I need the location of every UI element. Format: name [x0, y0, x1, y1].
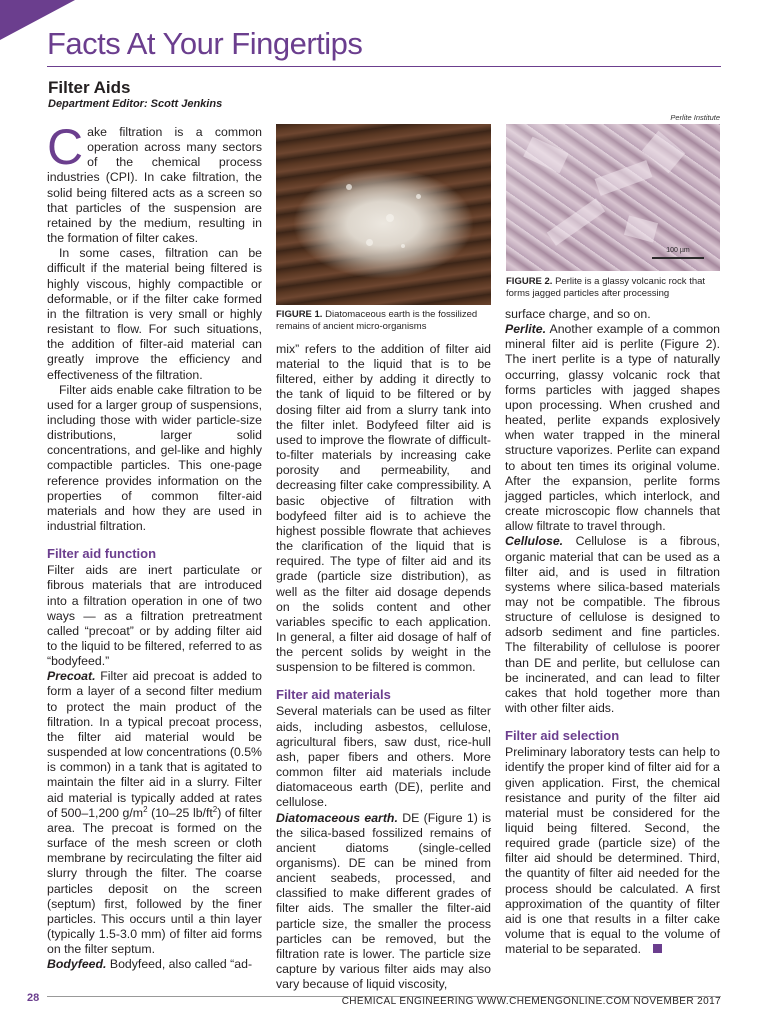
paragraph: surface charge, and so on. [505, 307, 651, 321]
section-heading-selection: Filter aid selection [505, 728, 620, 744]
column-2 [276, 342, 491, 992]
perlite-shard [523, 137, 569, 174]
figure-caption-text: Diatomaceous earth is the fossilized remains of ancient micro-organisms [276, 309, 478, 332]
column-3 [505, 307, 720, 957]
intro-text: ake filtration is a common operation across many sectors of the chemical process industries (CPI). In cake filtration, the solid being filtered acts as a screen so that particles of the suspension are retained by the medium, resulting in the formation of filter cakes. [47, 125, 262, 246]
perlite-shard [595, 160, 653, 196]
section-heading-materials: Filter aid materials [276, 687, 391, 703]
figure-2-perlite-micrograph [506, 124, 720, 271]
precoat-paragraph [47, 669, 262, 957]
article-title: Filter Aids [48, 78, 131, 97]
de-text: DE (Figure 1) is the silica-based fossilized remains of ancient diatoms (single-celled organisms). DE can be mined from ancient seabeds, processed, and classified to make different grades of filter aids. The smaller the filter-aid particle size, the smaller the process particles can be removed, but the filtration rate is lower. The particle size capture by various filter aids may also vary because of liquid viscosity, [276, 810, 492, 992]
paragraph: In some cases, filtration can be difficult if the material being filtered is highly viscous, highly compactible or deformable, or if the filter cake formed in the filtration is very small or highly resistant to flow. For such situations, the addition of filter-aid material can greatly improve the efficiency and effectiveness of the filtration. [47, 246, 262, 382]
page-number: 28 [27, 992, 40, 1004]
runin-cellulose: Cellulose. [505, 534, 564, 549]
superscript: 2 [143, 804, 148, 814]
masthead-rule [47, 66, 721, 67]
photo-credit: Perlite Institute [670, 113, 720, 122]
bodyfeed-paragraph [47, 957, 262, 972]
perlite-shard [624, 215, 658, 242]
intro-paragraph [47, 119, 262, 246]
masthead-title: Facts At Your Fingertips [47, 26, 363, 61]
cellulose-paragraph [505, 534, 720, 716]
department-editor: Department Editor: Scott Jenkins [48, 98, 223, 110]
runin-diatomaceous-earth: Diatomaceous earth. [276, 810, 398, 825]
superscript: 2 [212, 804, 218, 814]
de-paragraph [276, 811, 491, 993]
end-of-article-mark [653, 944, 662, 953]
selection-text: Preliminary laboratory tests can help to identify the proper kind of filter aid for a given application. First, the chemical resistance and purity of the filter aid material must be considered for the liquid being filtered. Second, the required grade (particle size) of the filter aid should be determined. Third, the quantity of filter aid needed for the process should be calculated. A first approximation of the quantity of filter aid is one that results in a filter cake volume that is equal to the volume of material to be separated. [505, 745, 720, 957]
powder-speck [416, 194, 421, 199]
runin-perlite: Perlite. [505, 322, 547, 337]
figure-1-caption [276, 309, 491, 333]
precoat-text: Filter aid precoat is added to form a layer of a second filter medium to protect the main product of the filtration. In a typical precoat process, the filter aid material would be suspended at low concentrations (0.5% is common) in a tank that is agitated to maintain the filter aid in a slurry. Filter aid material is typically added at rates of 500–1,200 g/m [47, 669, 262, 820]
powder-speck [386, 214, 394, 222]
figure-caption-text: Perlite is a glassy volcanic rock that forms jagged particles after processing [506, 276, 706, 299]
paragraph: Several materials can be used as filter aids, including asbestos, cellulose, agricultural fibers, saw dust, rice-hull ash, paper fibers and others. More common filter aid materials include diatomaceous earth (DE), perlite and cellulose. [276, 704, 491, 810]
bodyfeed-text: Bodyfeed, also called “ad- [106, 957, 253, 972]
figure-2-caption [506, 276, 720, 300]
precoat-text: (10–25 lb/ft [147, 805, 213, 820]
perlite-shard [547, 198, 605, 246]
column-1 [47, 119, 262, 972]
perlite-text: Another example of a common mineral filter aid is perlite (Figure 2). The inert perlite is a type of naturally occurring, glassy volcanic rock that forms particles with jagged shapes upon processing. When crushed and heated, perlite expands explosively when water trapped in the mineral structure vaporizes. Perlite can expand to about ten times its original volume. After the expansion, perlite forms jagged particles, which interlock, and create microscopic flow channels that allow filtrate to travel through. [505, 322, 720, 534]
powder-speck [366, 239, 373, 246]
figure-label: FIGURE 2. [506, 276, 553, 287]
paragraph: mix” refers to the addition of filter aid material to the liquid that is to be filtered, either by adding it directly to the tank of liquid to be filtered or by dosing filter aid from a slurry tank into the filter inlet. Bodyfeed filter aid is used to improve the flowrate of difficult-to-filter materials by increasing cake porosity and permeability, and decreasing filter cake compressibility. A basic objective of filtration with bodyfeed filter aid is to achieve the highest possible flowrate that achieves the clarification of the liquid that is required. The type of filter aid and its grade (particle size distribution), as well as the filter aid dosage depends on the solids content and other variables specific to each application. In general, a filter aid dosage of half of the percent solids by weight in the suspension to be filtered is common. [276, 342, 491, 675]
section-heading-function: Filter aid function [47, 546, 157, 562]
powder-speck [346, 184, 352, 190]
runin-precoat: Precoat. [47, 669, 96, 684]
powder-speck [401, 244, 405, 248]
cellulose-text: Cellulose is a fibrous, organic material that can be used as a filter aid, and is used in filtration systems where silica-based materials may not be compatible. The fibrous structure of cellulose is designed to adsorb sediment and fine particles. The filterability of cellulose is poorer than DE and perlite, but cellulose can be incinerated, and can lead to filter cakes that hold together more than with other filter aids. [505, 534, 720, 716]
scale-bar: 100 µm [652, 247, 704, 259]
drop-cap: C [47, 119, 84, 175]
runin-bodyfeed: Bodyfeed. [47, 957, 107, 972]
perlite-paragraph [505, 322, 720, 534]
paragraph: Filter aids enable cake filtration to be used for a larger group of suspensions, including those with wider particle-size distributions, larger solid concentrations, and gel-like and highly compactible particles. This one-page reference provides information on the properties of common filter-aid materials and how they are used in industrial filtration. [47, 382, 262, 534]
footer-publication-info: CHEMICAL ENGINEERING WWW.CHEMENGONLINE.COM NOVEMBER 2017 [341, 996, 721, 1007]
figure-label: FIGURE 1. [276, 309, 323, 320]
selection-paragraph [505, 745, 720, 957]
figure-1-diatomaceous-earth-photo [276, 124, 491, 305]
precoat-text: ) of filter area. The precoat is formed on the surface of the mesh screen or cloth membrane by recirculating the filter aid slurry through the filter. The coarse particles deposit on the screen (septum) first, followed by the finer particles. This occurs until a thin layer (typically 1.5-3.0 mm) of filter aid forms on the filter septum. [47, 805, 262, 957]
paragraph: Filter aids are inert particulate or fibrous materials that are introduced into a filtration operation in one of two ways — as a filtration pretreatment called “precoat” or by adding filter aid to the liquid to be filtered, referred to as “bodyfeed.” [47, 563, 262, 669]
